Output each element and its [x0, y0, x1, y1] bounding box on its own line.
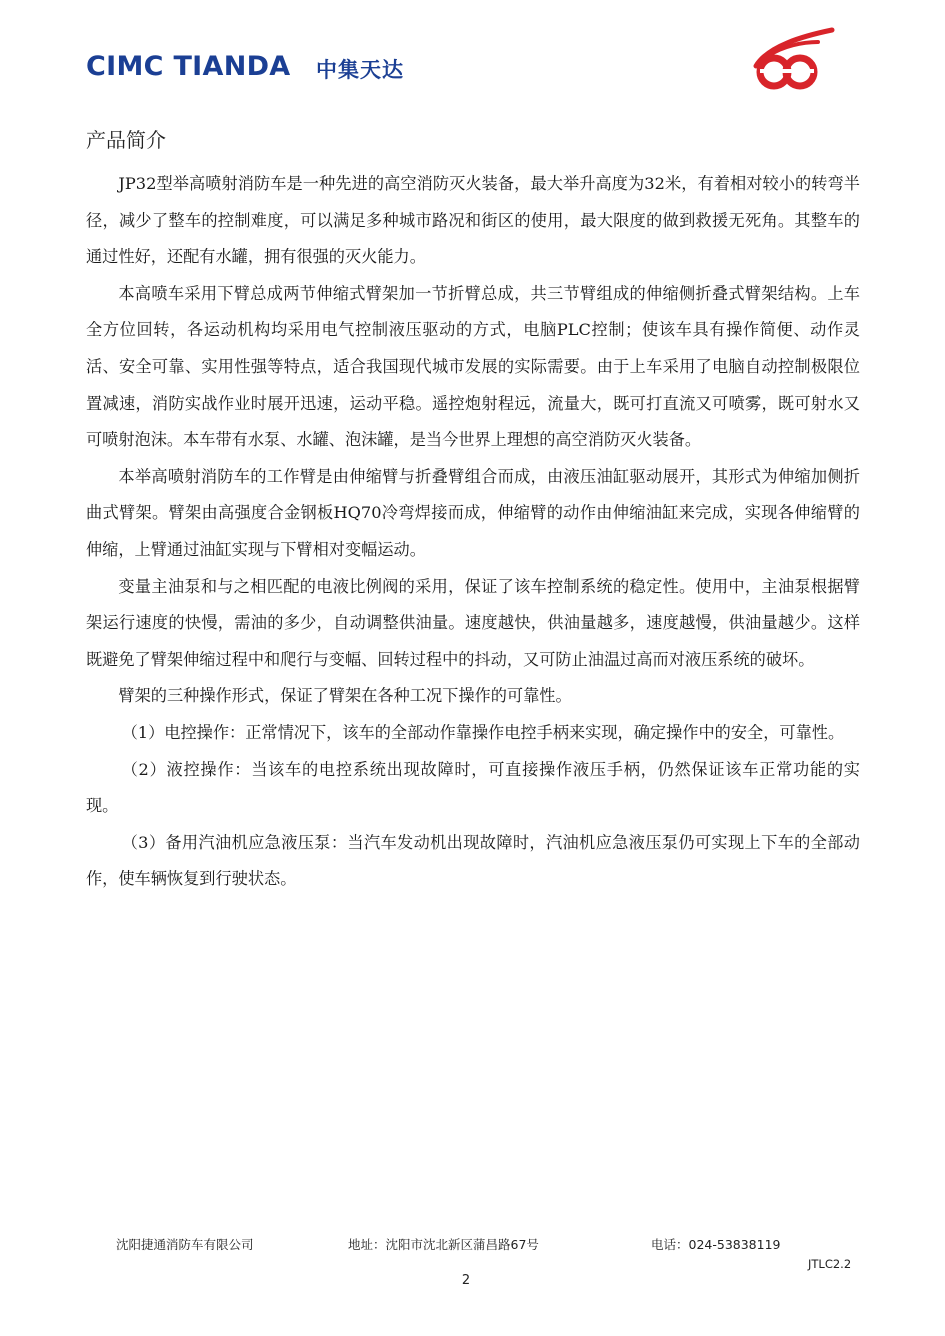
- footer-address: 地址：沈阳市沈北新区蒲昌路67号: [348, 1237, 539, 1252]
- paragraph-operation-modes: 臂架的三种操作形式，保证了臂架在各种工况下操作的可靠性。: [118, 686, 572, 706]
- page-title: 产品简介: [86, 128, 166, 152]
- footer-doc-code: JTLC2.2: [808, 1257, 852, 1271]
- brand-name-en: CIMC TIANDA: [86, 51, 291, 82]
- brand-name-cn: 中集天达: [316, 58, 404, 82]
- footer-phone: 电话：024-53838119: [651, 1237, 781, 1252]
- paragraph-hydraulics: 变量主油泵和与之相匹配的电液比例阀的采用，保证了该车控制系统的稳定性。使用中，主油泵根据臂架运行速度的快慢，需油的多少，自动调整供油量。速度越快，供油量越多，速度越慢，供油量越少。这样既避免了臂架伸缩过程中和爬行与变幅、回转过程中的抖动，又可防止油温过高而对液压系统的破坏。: [86, 576, 860, 669]
- paragraph-electric-control: （1）电控操作：正常情况下，该车的全部动作靠操作电控手柄来实现，确定操作中的安全，可靠性。: [121, 722, 845, 742]
- paragraph-structure: 本高喷车采用下臂总成两节伸缩式臂架加一节折臂总成，共三节臂组成的伸缩侧折叠式臂架结构。上车全方位回转，各运动机构均采用电气控制液压驱动的方式，电脑PLC控制；使该车具有操作简便、动作灵活、安全可靠、实用性强等特点，适合我国现代城市发展的实际需要。由于上车采用了电脑自动控制极限位置减速，消防实战作业时展开迅速，运动平稳。遥控炮射程远，流量大，既可打直流又可喷雾，既可射水又可喷射泡沫。本车带有水泵、水罐、泡沫罐，是当今世界上理想的高空消防灭火装备。: [86, 283, 860, 450]
- footer-company: 沈阳捷通消防车有限公司: [116, 1237, 254, 1252]
- document-body: [86, 166, 860, 898]
- paragraph-intro: JP32型举高喷射消防车是一种先进的高空消防灭火装备，最大举升高度为32米，有着相对较小的转弯半径，减少了整车的控制难度，可以满足多种城市路况和街区的使用，最大限度的做到救援无死角。其整车的通过性好，还配有水罐，拥有很强的灭火能力。: [86, 174, 860, 267]
- paragraph-hydraulic-control: （2）液控操作：当该车的电控系统出现故障时，可直接操作液压手柄，仍然保证该车正常功能的实现。: [86, 759, 860, 816]
- paragraph-boom: 本举高喷射消防车的工作臂是由伸缩臂与折叠臂组合而成，由液压油缸驱动展开，其形式为伸缩加侧折曲式臂架。臂架由高强度合金钢板HQ70冷弯焊接而成，伸缩臂的动作由伸缩油缸来完成，实现各伸缩臂的伸缩，上臂通过油缸实现与下臂相对变幅运动。: [86, 466, 860, 559]
- page-header: [0, 0, 945, 110]
- page-number: 2: [461, 1273, 471, 1288]
- cimc-swoosh-logo-icon: [748, 26, 838, 96]
- paragraph-backup-pump: （3）备用汽油机应急液压泵：当汽车发动机出现故障时，汽油机应急液压泵仍可实现上下车的全部动作，使车辆恢复到行驶状态。: [86, 832, 860, 889]
